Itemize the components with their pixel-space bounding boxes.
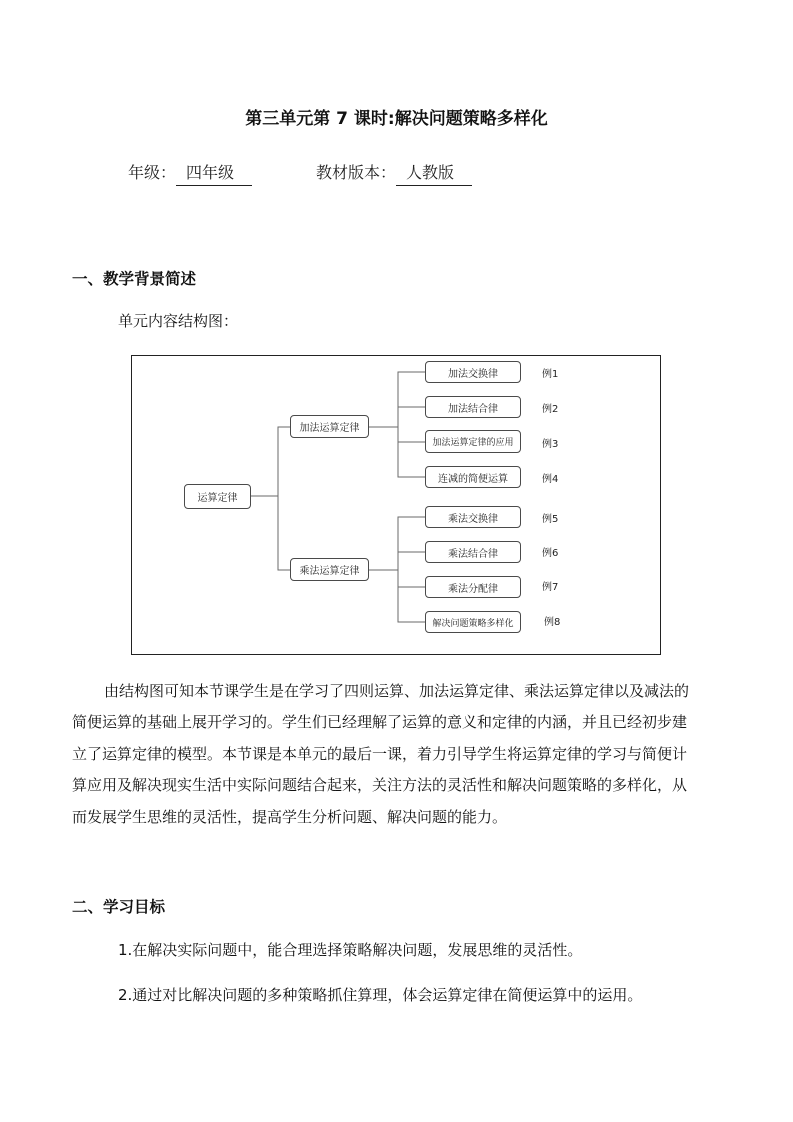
example-label: 例5 <box>542 514 559 525</box>
example-label: 例6 <box>542 548 559 559</box>
example-label: 例1 <box>542 369 559 380</box>
node-add-item: 连减的简便运算 <box>425 466 521 488</box>
example-label: 例7 <box>542 582 559 593</box>
paragraph-line: 立了运算定律的模型。本节课是本单元的最后一课，着力引导学生将运算定律的学习与简便计 <box>72 745 688 763</box>
section1-heading: 一、教学背景简述 <box>72 270 197 288</box>
example-label: 例3 <box>542 439 559 450</box>
edition-value: 人教版 <box>396 160 472 186</box>
node-root: 运算定律 <box>184 484 251 509</box>
example-label: 例4 <box>542 474 559 485</box>
objective-item: 1.在解决实际问题中，能合理选择策略解决问题，发展思维的灵活性。 <box>118 941 583 959</box>
node-mul-item: 乘法结合律 <box>425 541 521 563</box>
example-label: 例2 <box>542 404 559 415</box>
paragraph-line: 由结构图可知本节课学生是在学习了四则运算、加法运算定律、乘法运算定律以及减法的 <box>104 682 690 700</box>
grade-label: 年级： <box>128 163 177 182</box>
section2-heading: 二、学习目标 <box>72 898 166 916</box>
diagram-label: 单元内容结构图： <box>118 312 239 330</box>
page-title: 第三单元第 7 课时:解决问题策略多样化 <box>245 109 548 129</box>
paragraph-line: 简便运算的基础上展开学习的。学生们已经理解了运算的意义和定律的内涵，并且已经初步建 <box>72 713 688 731</box>
edition-label: 教材版本： <box>316 163 397 182</box>
structure-diagram <box>131 355 661 655</box>
node-mul-laws: 乘法运算定律 <box>290 558 369 581</box>
node-mul-item: 乘法分配律 <box>425 576 521 598</box>
node-add-item: 加法运算定律的应用 <box>425 430 521 453</box>
grade-value: 四年级 <box>176 160 252 186</box>
node-add-item: 加法结合律 <box>425 396 521 418</box>
node-add-item: 加法交换律 <box>425 361 521 383</box>
node-mul-item: 乘法交换律 <box>425 506 521 528</box>
node-add-laws: 加法运算定律 <box>290 415 369 438</box>
objective-item: 2.通过对比解决问题的多种策略抓住算理，体会运算定律在简便运算中的运用。 <box>118 986 643 1004</box>
grade-field <box>128 160 252 186</box>
paragraph-line: 而发展学生思维的灵活性，提高学生分析问题、解决问题的能力。 <box>72 808 508 826</box>
node-mul-item: 解决问题策略多样化 <box>425 611 521 633</box>
example-label: 例8 <box>544 617 561 628</box>
edition-field <box>316 160 472 186</box>
paragraph-line: 算应用及解决现实生活中实际问题结合起来，关注方法的灵活性和解决问题策略的多样化，从 <box>72 776 688 794</box>
